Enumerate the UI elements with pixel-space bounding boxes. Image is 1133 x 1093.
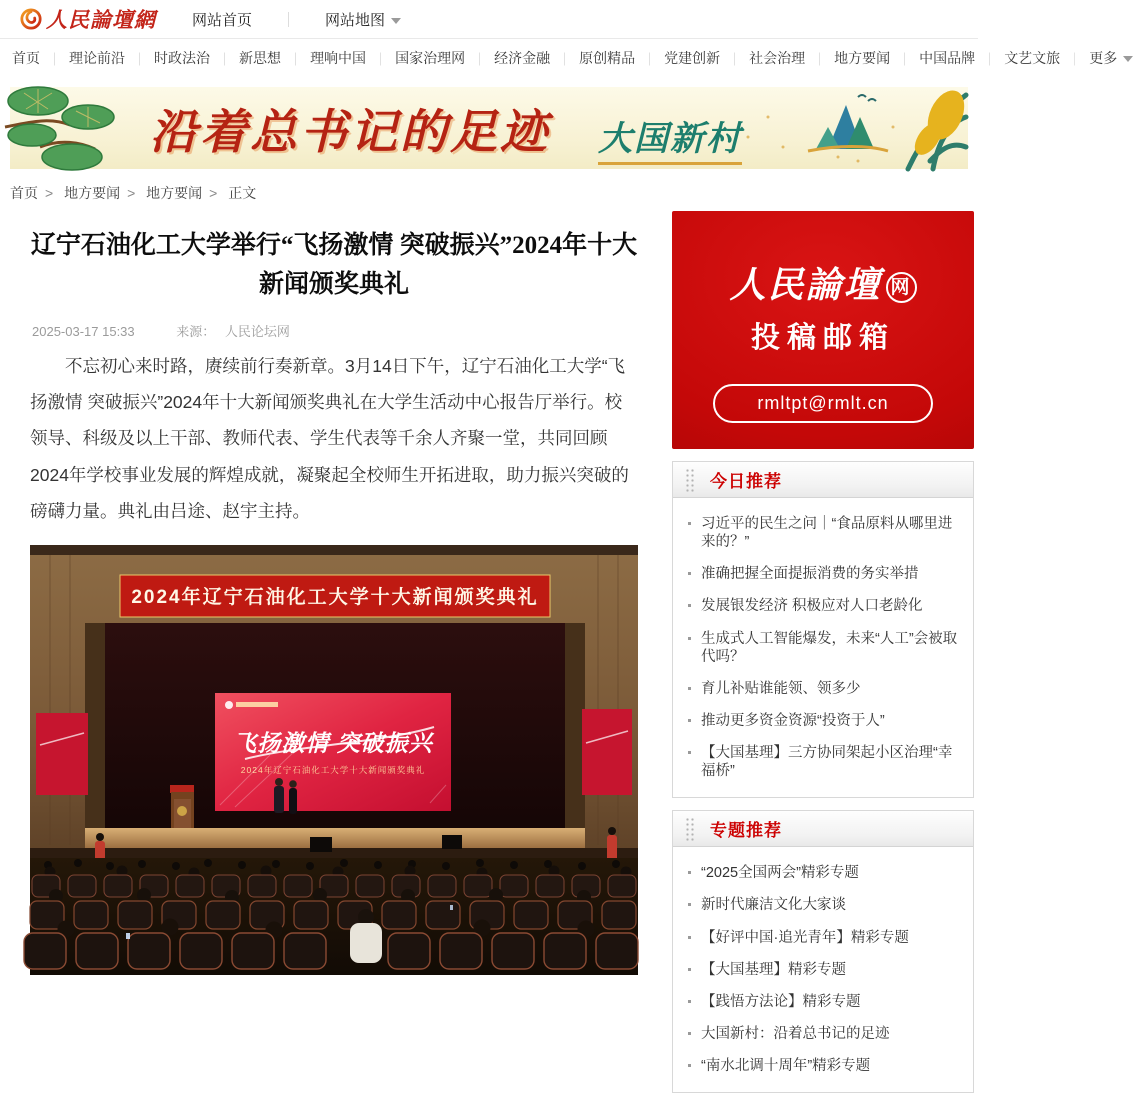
nav-item-party-building[interactable]: 党建创新 — [664, 50, 721, 66]
sidebar — [672, 211, 974, 1093]
nav-item-social-governance[interactable]: 社会治理 — [749, 50, 806, 66]
nav-separator: ｜ — [558, 51, 572, 67]
nav-separator: ｜ — [898, 51, 912, 67]
topic-recommend-title: 专题推荐 — [710, 821, 782, 841]
list-item[interactable]: 育儿补贴谁能领、领多少 — [685, 673, 963, 705]
nav-item-new-thought[interactable]: 新思想 — [239, 50, 282, 66]
article-column — [30, 211, 638, 1093]
nav-separator: ｜ — [1068, 51, 1082, 67]
sidebar-brand: 人民論壇 网 — [672, 267, 974, 303]
list-item[interactable]: “南水北调十周年”精彩专题 — [685, 1050, 963, 1082]
nav-item-original[interactable]: 原创精品 — [579, 50, 636, 66]
nav-separator: ｜ — [133, 51, 147, 67]
list-item[interactable]: 【大国基理】精彩专题 — [685, 954, 963, 986]
site-logo-text: 人民論壇網 — [46, 8, 156, 32]
list-item[interactable]: 【好评中国·追光青年】精彩专题 — [685, 922, 963, 954]
article-paragraph: 不忘初心来时路，赓续前行奏新章。3月14日下午，辽宁石油化工大学“飞扬激情 突破振兴”2024年十大新闻颁奖典礼在大学生活动中心报告厅举行。校领导、科级及以上干部、教师代表、学生代表等千余人齐聚一堂，共同回顾2024年学校事业发展的辉煌成就，凝聚起全校师生开拓进取，助力振兴突破的磅礴力量。典礼由吕途、赵宇主持。 — [30, 355, 629, 522]
breadcrumb-separator: > — [45, 185, 54, 201]
topic-recommend-box — [672, 810, 974, 1093]
list-item[interactable]: 生成式人工智能爆发，未来“人工”会被取代吗？ — [685, 623, 963, 673]
nav-item-economy[interactable]: 经济金融 — [494, 50, 551, 66]
photo-banner-text: 2024年辽宁石油化工大学十大新闻颁奖典礼 — [131, 587, 539, 609]
nav-separator: ｜ — [218, 51, 232, 67]
list-item[interactable]: 准确把握全面提振消费的务实举措 — [685, 558, 963, 590]
nav-item-lixiang-china[interactable]: 理响中国 — [310, 50, 367, 66]
topic-recommend-header — [673, 811, 973, 847]
list-item[interactable]: “2025全国两会”精彩专题 — [685, 857, 963, 889]
nav-item-local-news[interactable]: 地方要闻 — [834, 50, 891, 66]
today-recommend-title: 今日推荐 — [710, 472, 782, 491]
dots-decoration-icon — [685, 817, 696, 841]
pine-tree-illustration — [10, 87, 160, 169]
nav-item-culture-travel[interactable]: 文艺文旅 — [1004, 50, 1061, 66]
nav-item-more[interactable]: 更多 — [1089, 48, 1133, 68]
list-item[interactable]: 推动更多资金资源“投资于人” — [685, 705, 963, 737]
source-label: 来源： — [176, 323, 216, 339]
list-item[interactable]: 【大国基理】三方协同架起小区治理“幸福桥” — [685, 737, 963, 787]
chevron-down-icon — [391, 18, 401, 24]
nav-separator: ｜ — [48, 51, 62, 67]
topbar-divider — [288, 12, 289, 27]
today-recommend-header — [673, 462, 973, 498]
breadcrumb-home[interactable]: 首页 — [10, 185, 38, 201]
submission-email-button[interactable]: rmltpt@rmlt.cn — [713, 384, 932, 423]
nav-separator: ｜ — [473, 51, 487, 67]
nav-separator: ｜ — [728, 51, 742, 67]
photo-screen-title: 飞扬激情 突破振兴 — [233, 730, 433, 757]
photo-screen-subtitle: 2024年辽宁石油化工大学十大新闻颁奖典礼 — [240, 765, 426, 776]
article-title: 辽宁石油化工大学举行“飞扬激情 突破振兴”2024年十大新闻颁奖典礼 — [30, 232, 638, 298]
nav-item-theory[interactable]: 理论前沿 — [69, 50, 126, 66]
nav-separator: ｜ — [643, 51, 657, 67]
article-date: 2025-03-17 15:33 — [32, 323, 135, 339]
list-item[interactable]: 习近平的民生之问｜“食品原料从哪里进来的？” — [685, 508, 963, 558]
campaign-banner[interactable] — [10, 87, 968, 169]
today-recommend-list — [673, 498, 973, 797]
article-meta — [32, 321, 638, 340]
nav-item-home[interactable]: 首页 — [12, 50, 40, 66]
dots-decoration-icon — [685, 468, 696, 492]
today-recommend-box — [672, 461, 974, 798]
article-photo — [30, 545, 638, 934]
link-sitemap[interactable]: 网站地图 — [325, 9, 401, 30]
nav-item-governance[interactable]: 国家治理网 — [395, 50, 466, 66]
mountain-and-rice-illustration — [708, 87, 968, 169]
brand-seal-icon: 网 — [886, 272, 917, 303]
nav-separator: ｜ — [983, 51, 997, 67]
banner-title: 沿着总书记的足迹 — [150, 107, 550, 159]
breadcrumb — [0, 169, 978, 211]
submission-label: 投稿邮箱 — [750, 322, 895, 354]
nav-item-china-brand[interactable]: 中国品牌 — [919, 50, 976, 66]
auditorium-photo-illustration — [30, 545, 638, 975]
breadcrumb-separator: > — [209, 185, 218, 201]
nav-separator: ｜ — [374, 51, 388, 67]
banner-subtitle: 大国新村 — [598, 111, 742, 165]
phoenix-logo-icon — [20, 8, 42, 30]
topic-recommend-list — [673, 847, 973, 1092]
main-content — [0, 211, 978, 1093]
site-logo[interactable] — [20, 4, 156, 34]
article-source[interactable]: 人民论坛网 — [224, 323, 290, 339]
main-nav — [0, 39, 1118, 77]
top-bar — [0, 0, 978, 39]
nav-item-politics-law[interactable]: 时政法治 — [154, 50, 211, 66]
list-item[interactable]: 【践悟方法论】精彩专题 — [685, 986, 963, 1018]
link-site-home[interactable]: 网站首页 — [192, 11, 253, 29]
nav-separator: ｜ — [289, 51, 303, 67]
chevron-down-icon — [1123, 56, 1133, 62]
breadcrumb-separator: > — [127, 185, 136, 201]
list-item[interactable]: 大国新村：沿着总书记的足迹 — [685, 1018, 963, 1050]
breadcrumb-local-news[interactable]: 地方要闻 — [64, 185, 121, 201]
list-item[interactable]: 发展银发经济 积极应对人口老龄化 — [685, 590, 963, 622]
submission-mailbox-card[interactable] — [672, 211, 974, 449]
breadcrumb-current: 正文 — [228, 185, 257, 201]
list-item[interactable]: 新时代廉洁文化大家谈 — [685, 889, 963, 921]
breadcrumb-local-news-2[interactable]: 地方要闻 — [146, 185, 203, 201]
nav-separator: ｜ — [813, 51, 827, 67]
